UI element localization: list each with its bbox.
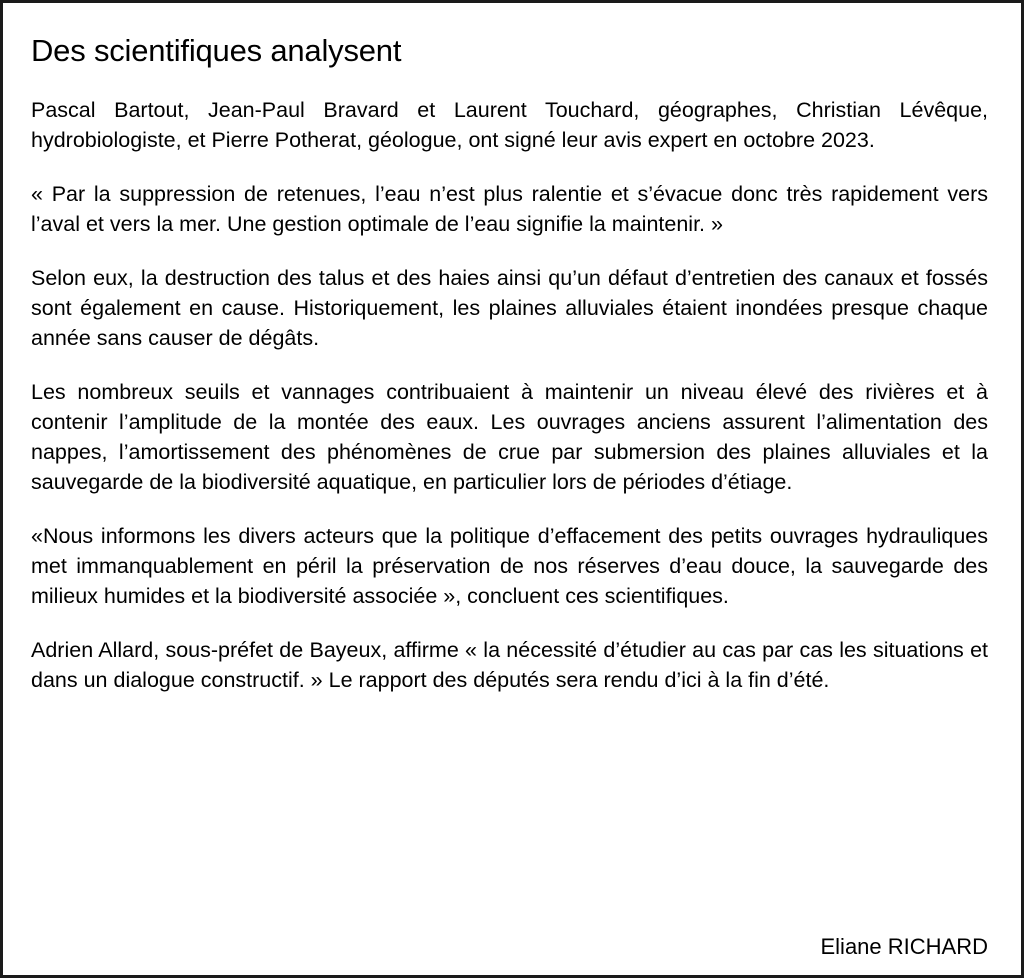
article-paragraph: « Par la suppression de retenues, l’eau n’est plus ralentie et s’évacue donc très rapidement vers l’aval et vers la mer. Une gestion optimale de l’eau signifie la maintenir. »: [31, 181, 988, 236]
article-byline: Eliane RICHARD: [820, 934, 988, 959]
article-paragraph: «Nous informons les divers acteurs que la politique d’effacement des petits ouvrages hydrauliques met immanquablement en péril la préservation de nos réserves d’eau douce, la sauvegarde des milieux humides et la biodiversité associée », concluent ces scientifiques.: [31, 523, 988, 608]
page-title: Des scientifiques analysent: [31, 33, 402, 68]
article-paragraph: Les nombreux seuils et vannages contribuaient à maintenir un niveau élevé des rivières et à contenir l’amplitude de la montée des eaux. Les ouvrages anciens assurent l’alimentation des nappes, l’amortissement des phénomènes de crue par submersion des plaines alluviales et la sauvegarde de la biodiversité aquatique, en particulier lors de périodes d’étiage.: [31, 379, 988, 494]
article-paragraph: Adrien Allard, sous-préfet de Bayeux, affirme « la nécessité d’étudier au cas par cas les situations et dans un dialogue constructif. » Le rapport des députés sera rendu d’ici à la fin d’été.: [31, 637, 988, 692]
article-paragraph: Pascal Bartout, Jean-Paul Bravard et Laurent Touchard, géographes, Christian Lévêque, hydrobiologiste, et Pierre Potherat, géologue, ont signé leur avis expert en octobre 2023.: [31, 97, 988, 152]
article-paragraph: Selon eux, la destruction des talus et des haies ainsi qu’un défaut d’entretien des canaux et fossés sont également en cause. Historiquement, les plaines alluviales étaient inondées presque chaque année sans causer de dégâts.: [31, 265, 988, 350]
